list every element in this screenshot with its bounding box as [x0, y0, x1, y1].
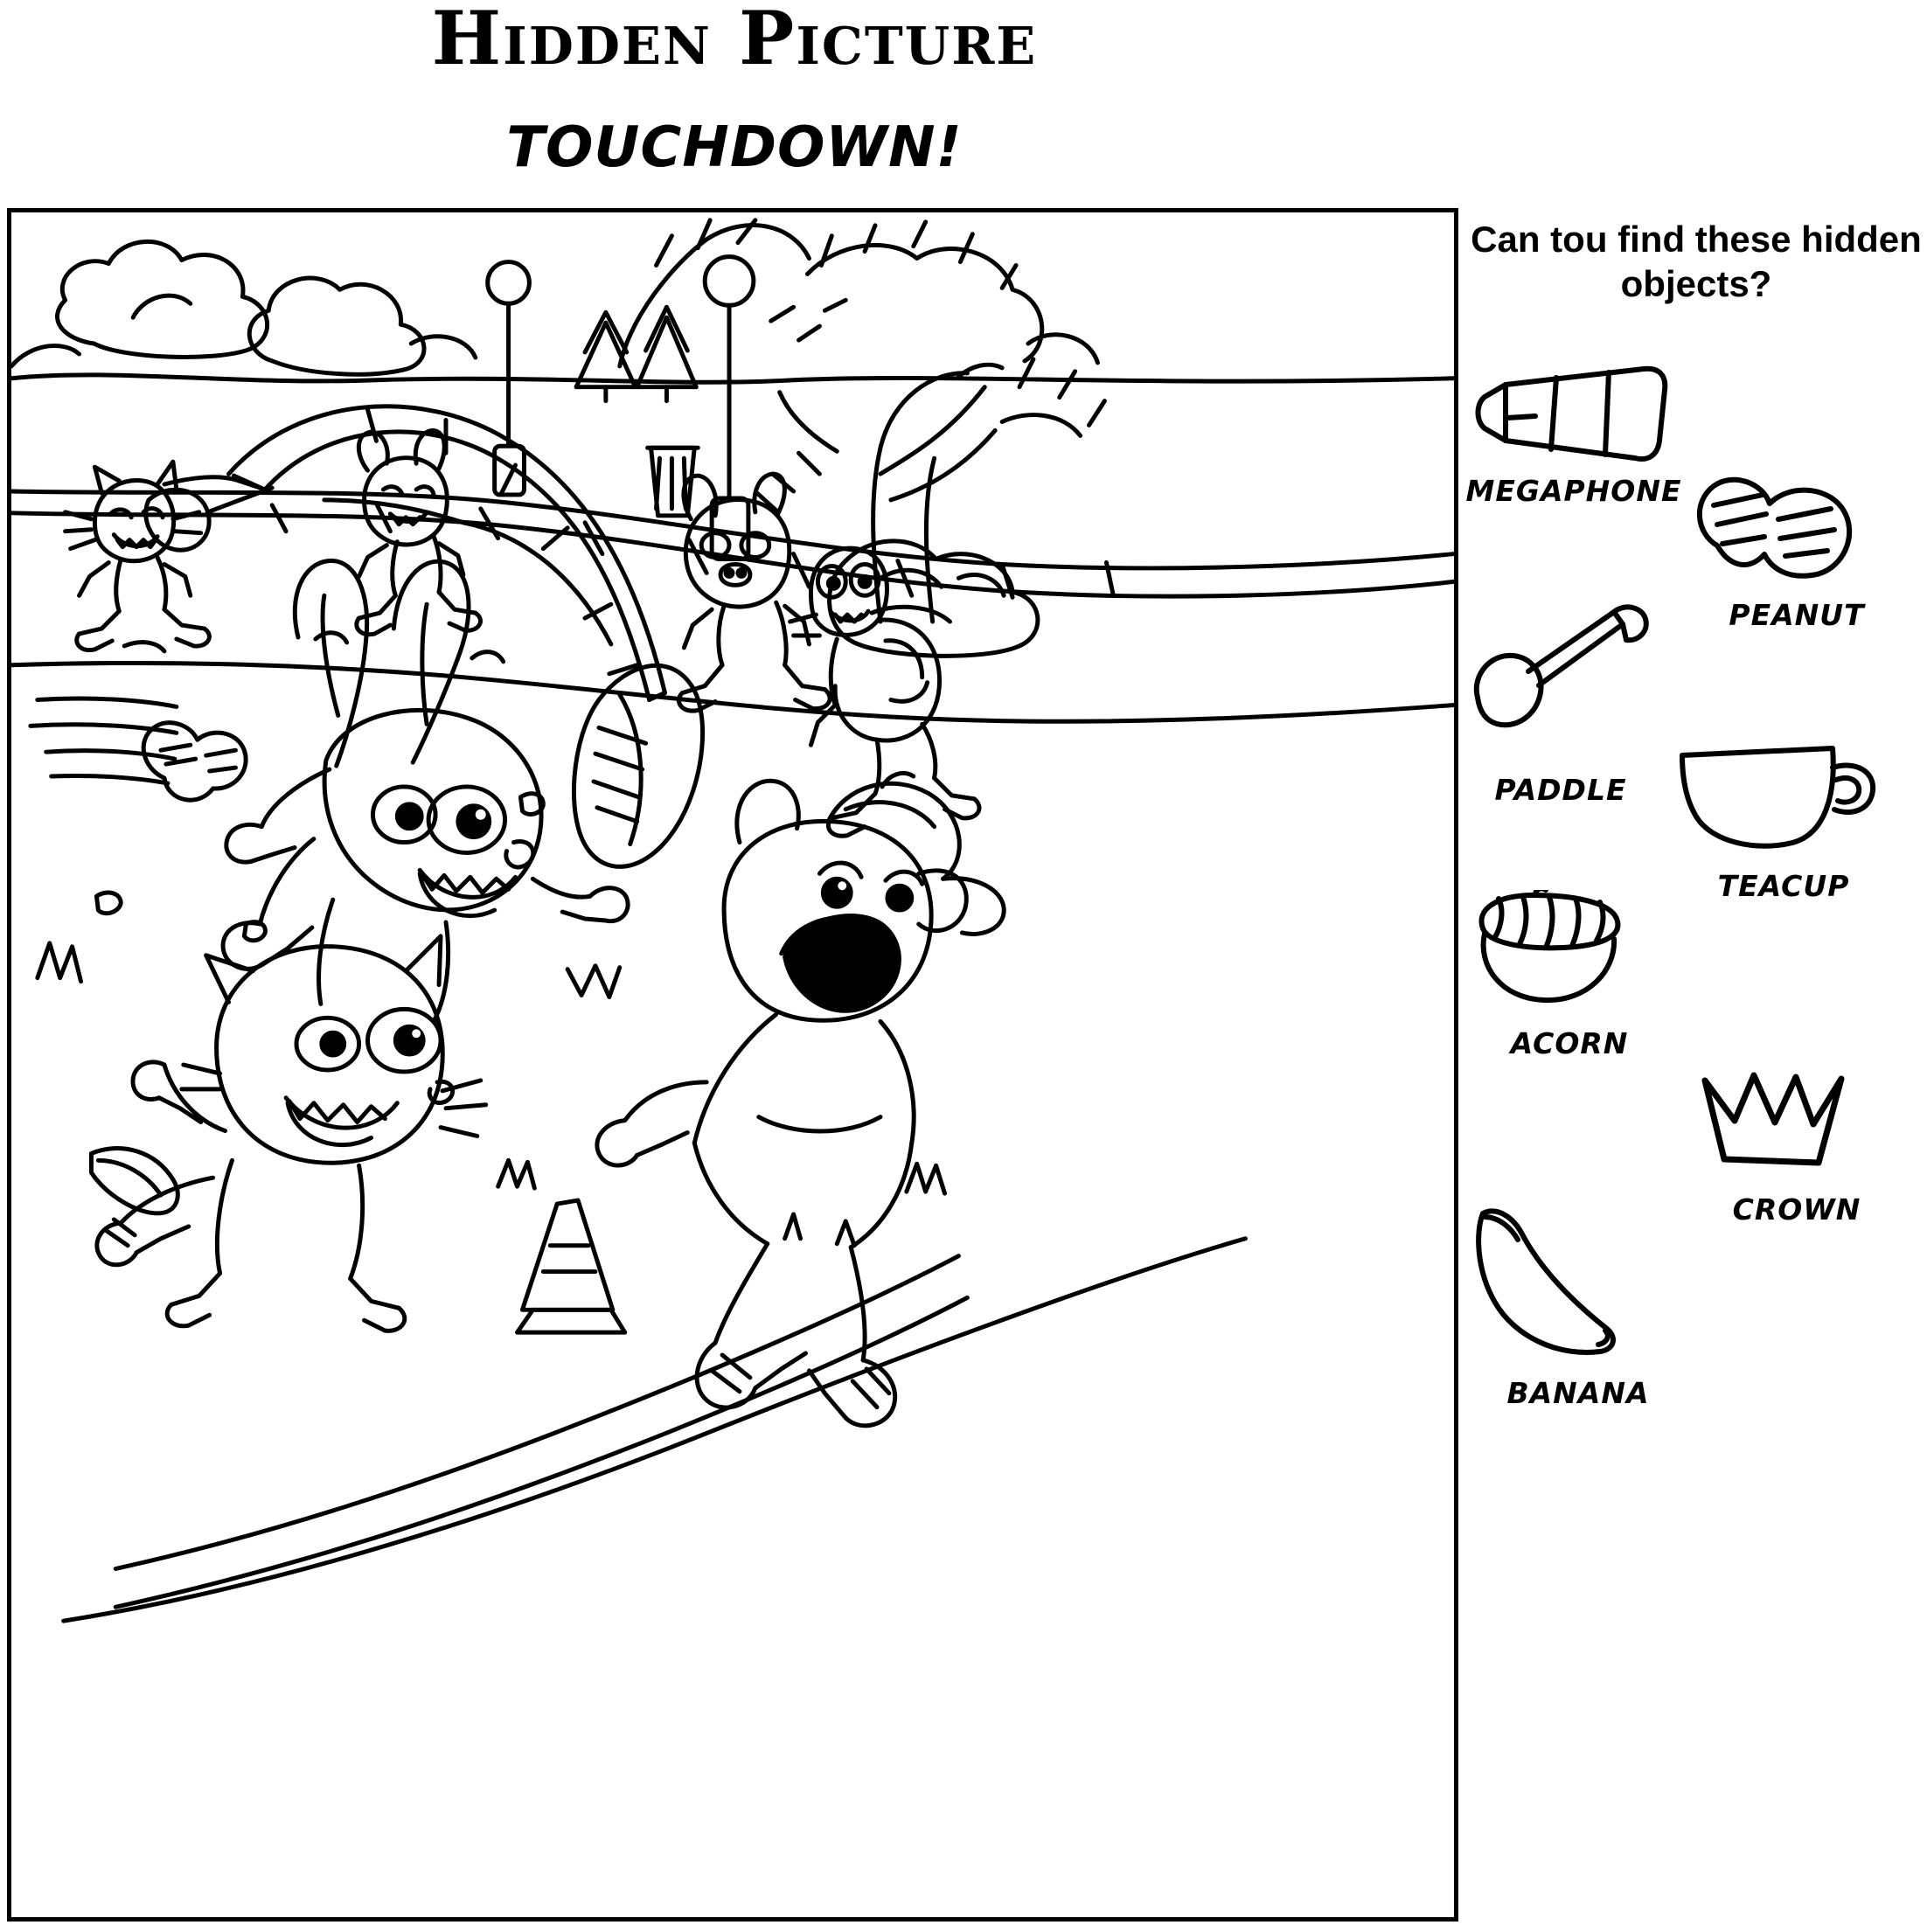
- foreground-road: [64, 1239, 1246, 1621]
- bushes-right: [830, 541, 1038, 656]
- banana-icon: [1460, 1205, 1696, 1371]
- clouds: [11, 241, 476, 374]
- panel-prompt: Can tou find these hidden objects?: [1471, 219, 1922, 305]
- hidden-object-megaphone: [1460, 364, 1687, 508]
- hidden-object-crown: [1687, 1065, 1906, 1227]
- crown-icon: [1687, 1065, 1906, 1187]
- hidden-objects-panel: [1465, 208, 1924, 1922]
- character-dog-small: [357, 430, 481, 634]
- acorn-icon: [1460, 890, 1679, 1021]
- hidden-object-acorn: [1460, 890, 1679, 1060]
- hidden-object-label: CROWN: [1732, 1192, 1861, 1227]
- page-title: Hidden Picture: [431, 0, 1038, 81]
- hidden-object-label: BANANA: [1506, 1376, 1650, 1410]
- hidden-object-paddle: [1451, 601, 1670, 807]
- hidden-crown-in-scene: [567, 966, 620, 997]
- character-turtle: [810, 548, 979, 836]
- hidden-object-teacup: [1670, 733, 1897, 903]
- scene-frame: [7, 208, 1458, 1922]
- character-cat-big: [97, 936, 486, 1331]
- hidden-object-label: ACORN: [1510, 1026, 1629, 1060]
- horizon-line: [11, 375, 1454, 382]
- trash-can: [648, 448, 699, 516]
- paddle-icon: [1451, 601, 1670, 768]
- traffic-cone: [517, 1200, 624, 1332]
- hidden-object-label: PEANUT: [1729, 598, 1865, 632]
- megaphone-icon: [1460, 364, 1687, 469]
- motion-lines: [31, 633, 504, 783]
- hidden-object-label: TEACUP: [1717, 869, 1850, 903]
- teacup-icon: [1670, 733, 1889, 864]
- peanut-icon: [1687, 470, 1906, 593]
- hidden-peanut-in-scene: [143, 723, 246, 801]
- hidden-paddle-in-scene: [146, 488, 272, 550]
- hidden-object-label: PADDLE: [1494, 773, 1627, 807]
- hidden-banana-in-scene: [91, 1149, 177, 1213]
- scene-illustration: [11, 212, 1454, 1917]
- page-subtitle: TOUCHDOWN!: [506, 115, 963, 180]
- character-bear-big: [597, 773, 1004, 1425]
- character-pig: [678, 474, 830, 711]
- background-trees: [576, 220, 1104, 622]
- hidden-object-peanut: [1687, 470, 1906, 632]
- hidden-object-label: MEGAPHONE: [1465, 474, 1682, 508]
- hidden-object-banana: [1460, 1205, 1696, 1410]
